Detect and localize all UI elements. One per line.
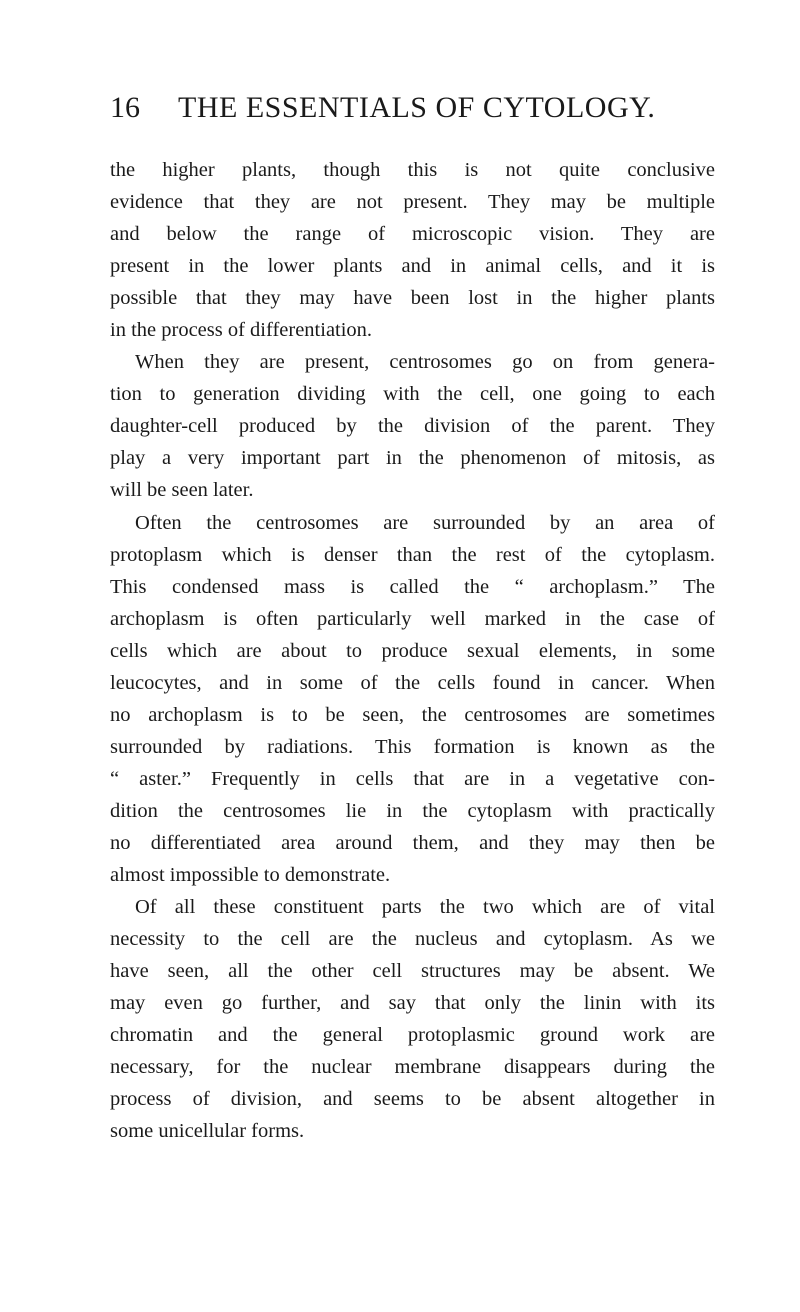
text-line: “ aster.” Frequently in cells that are in a vegetative con- [110, 767, 715, 790]
text-line: possible that they may have been lost in the higher plants [110, 287, 715, 310]
text-line: evidence that they are not present. They may be multiple [110, 191, 715, 214]
text-line: tion to generation dividing with the cell, one going to each [110, 383, 715, 406]
text-line: no differentiated area around them, and they may then be [110, 831, 715, 854]
page-header [110, 88, 715, 128]
text-line: may even go further, and say that only the linin with its [110, 992, 715, 1015]
page-number: 16 [110, 91, 140, 124]
text-line: Often the centrosomes are surrounded by an area of [135, 511, 715, 534]
text-line: daughter-cell produced by the division of the parent. They [110, 415, 715, 438]
text-line: will be seen later. [110, 479, 254, 502]
running-title: THE ESSENTIALS OF CYTOLOGY. [178, 91, 656, 124]
text-line: in the process of differentiation. [110, 319, 373, 342]
text-line: process of division, and seems to be absent altogether in [110, 1088, 715, 1111]
text-line: leucocytes, and in some of the cells found in cancer. When [110, 671, 715, 694]
text-line: necessity to the cell are the nucleus and cytoplasm. As we [110, 928, 715, 951]
text-line: chromatin and the general protoplasmic ground work are [110, 1024, 715, 1047]
text-line: Of all these constituent parts the two which are of vital [135, 896, 715, 919]
text-line: present in the lower plants and in animal cells, and it is [110, 255, 715, 278]
text-line: the higher plants, though this is not quite conclusive [110, 159, 715, 181]
text-line: cells which are about to produce sexual elements, in some [110, 639, 715, 662]
text-line: have seen, all the other cell structures may be absent. We [110, 960, 715, 983]
text-line: surrounded by radiations. This formation is known as the [110, 735, 715, 758]
body-text [110, 154, 715, 1147]
text-line: archoplasm is often particularly well marked in the case of [110, 607, 715, 630]
text-line: This condensed mass is called the “ archoplasm.” The [110, 575, 715, 598]
text-line: necessary, for the nuclear membrane disappears during the [110, 1056, 715, 1079]
text-line: almost impossible to demonstrate. [110, 864, 391, 887]
text-line: no archoplasm is to be seen, the centrosomes are sometimes [110, 703, 715, 726]
text-line: When they are present, centrosomes go on from genera- [135, 351, 715, 374]
text-line: play a very important part in the phenomenon of mitosis, as [110, 447, 715, 470]
text-line: and below the range of microscopic vision. They are [110, 223, 715, 246]
text-line: some unicellular forms. [110, 1120, 305, 1143]
text-line: protoplasm which is denser than the rest of the cytoplasm. [110, 543, 715, 566]
text-line: dition the centrosomes lie in the cytoplasm with practically [110, 799, 715, 822]
